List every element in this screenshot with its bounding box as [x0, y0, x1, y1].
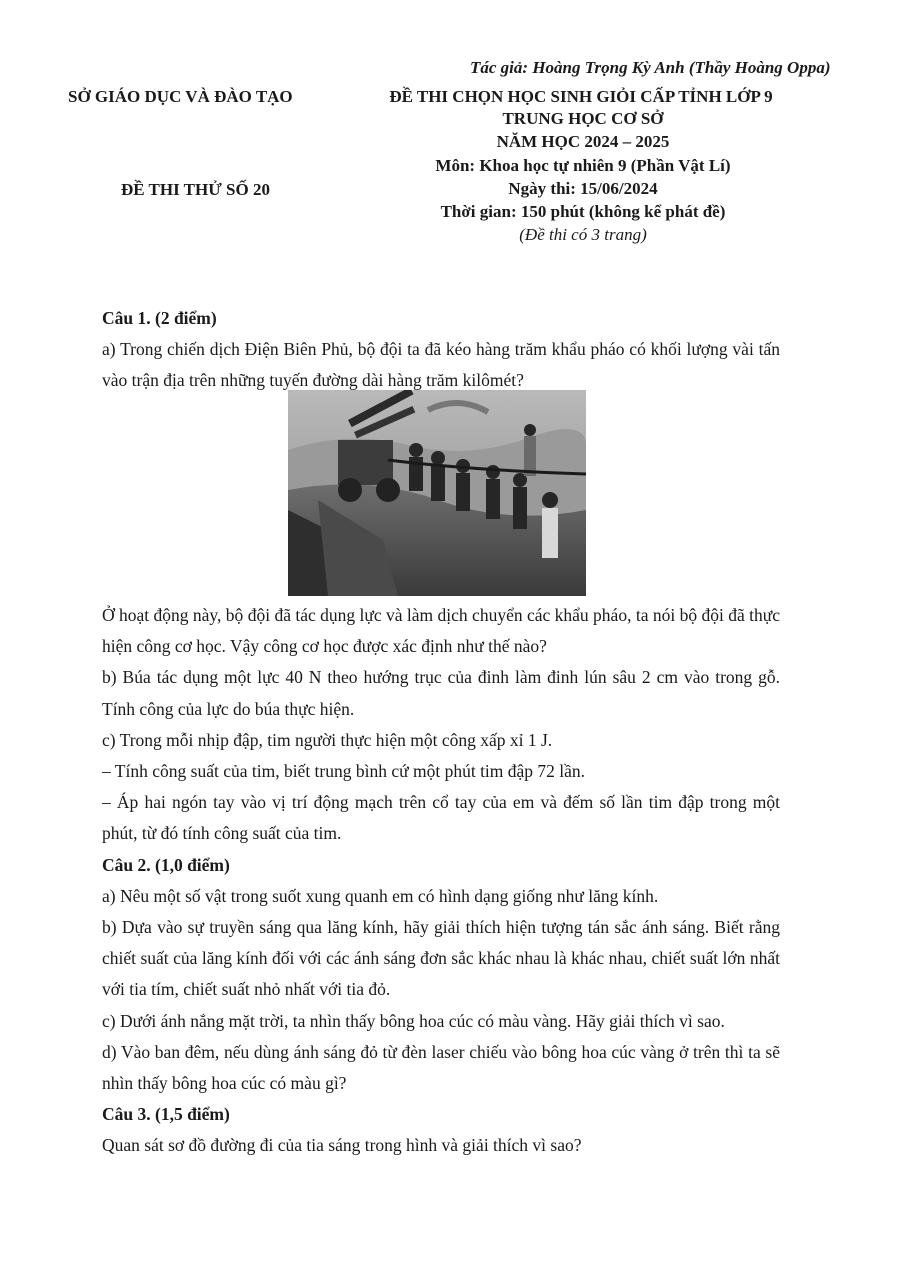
question-1c-text: c) Trong mỗi nhịp đập, tim người thực hiện một công xấp xỉ 1 J. [102, 729, 553, 750]
question-2d-text: d) Vào ban đêm, nếu dùng ánh sáng đỏ từ đèn laser chiếu vào bông hoa cúc vàng ở trên thì ta sẽ nhìn thấy bông hoa cúc có màu gì? [102, 1041, 780, 1094]
question-1-after-image: Ở hoạt động này, bộ đội đã tác dụng lực và làm dịch chuyển các khẩu pháo, ta nói bộ đội đã thực hiện công cơ học. Vậy công cơ học được xác định như thế nào? [102, 605, 780, 657]
question-body-main [102, 600, 780, 1162]
question-1a-text: a) Trong chiến dịch Điện Biên Phủ, bộ đội ta đã kéo hàng trăm khẩu pháo có khối lượng vài tấn vào trận địa trên những tuyến đường dài hàng trăm kilômét? [102, 339, 780, 391]
exam-title-line2: TRUNG HỌC CƠ SỞ [502, 109, 664, 128]
exam-code: ĐỀ THI THỬ SỐ 20 [121, 180, 270, 199]
artillery-pulling-photo [288, 390, 586, 596]
question-1b-text: b) Búa tác dụng một lực 40 N theo hướng trục của đinh làm đinh lún sâu 2 cm vào trong gỗ. Tính công của lực do búa thực hiện. [102, 667, 780, 719]
author-line: Tác giả: Hoàng Trọng Kỳ Anh (Thầy Hoàng Oppa) [470, 58, 831, 77]
question-2-title: Câu 2. (1,0 điểm) [102, 854, 230, 875]
question-1-title: Câu 1. (2 điểm) [102, 308, 217, 328]
question-1-intro [102, 303, 780, 397]
school-year: NĂM HỌC 2024 – 2025 [496, 132, 670, 151]
department-name: SỞ GIÁO DỤC VÀ ĐÀO TẠO [68, 87, 293, 106]
exam-date: Ngày thi: 15/06/2024 [508, 179, 658, 198]
exam-duration: Thời gian: 150 phút (không kể phát đề) [440, 202, 726, 221]
pages-note: (Đề thi có 3 trang) [519, 225, 647, 244]
question-2a-text: a) Nêu một số vật trong suốt xung quanh em có hình dạng giống như lăng kính. [102, 885, 659, 906]
question-3-title: Câu 3. (1,5 điểm) [102, 1104, 230, 1125]
question-1c-item2: – Áp hai ngón tay vào vị trí động mạch trên cổ tay của em và đếm số lần tim đập trong một phút, từ đó tính công suất của tim. [102, 792, 780, 844]
exam-title-line1: ĐỀ THI CHỌN HỌC SINH GIỎI CẤP TỈNH LỚP 9 [389, 87, 773, 106]
question-2c-text: c) Dưới ánh nắng mặt trời, ta nhìn thấy bông hoa cúc có màu vàng. Hãy giải thích vì sao. [102, 1010, 725, 1031]
subject-line: Môn: Khoa học tự nhiên 9 (Phần Vật Lí) [435, 156, 731, 175]
question-1c-item1: – Tính công suất của tim, biết trung bình cứ một phút tim đập 72 lần. [102, 761, 586, 782]
photo-illustration [288, 390, 586, 596]
question-2b-text: b) Dựa vào sự truyền sáng qua lăng kính, hãy giải thích hiện tượng tán sắc ánh sáng. Biết rằng chiết suất của lăng kính đối với các ánh sáng đơn sắc khác nhau là khác nhau, chiết suất lớn nhất với tia tím, chiết suất nhỏ nhất với tia đỏ. [102, 917, 780, 1000]
question-3-text: Quan sát sơ đồ đường đi của tia sáng trong hình và giải thích vì sao? [102, 1135, 582, 1156]
